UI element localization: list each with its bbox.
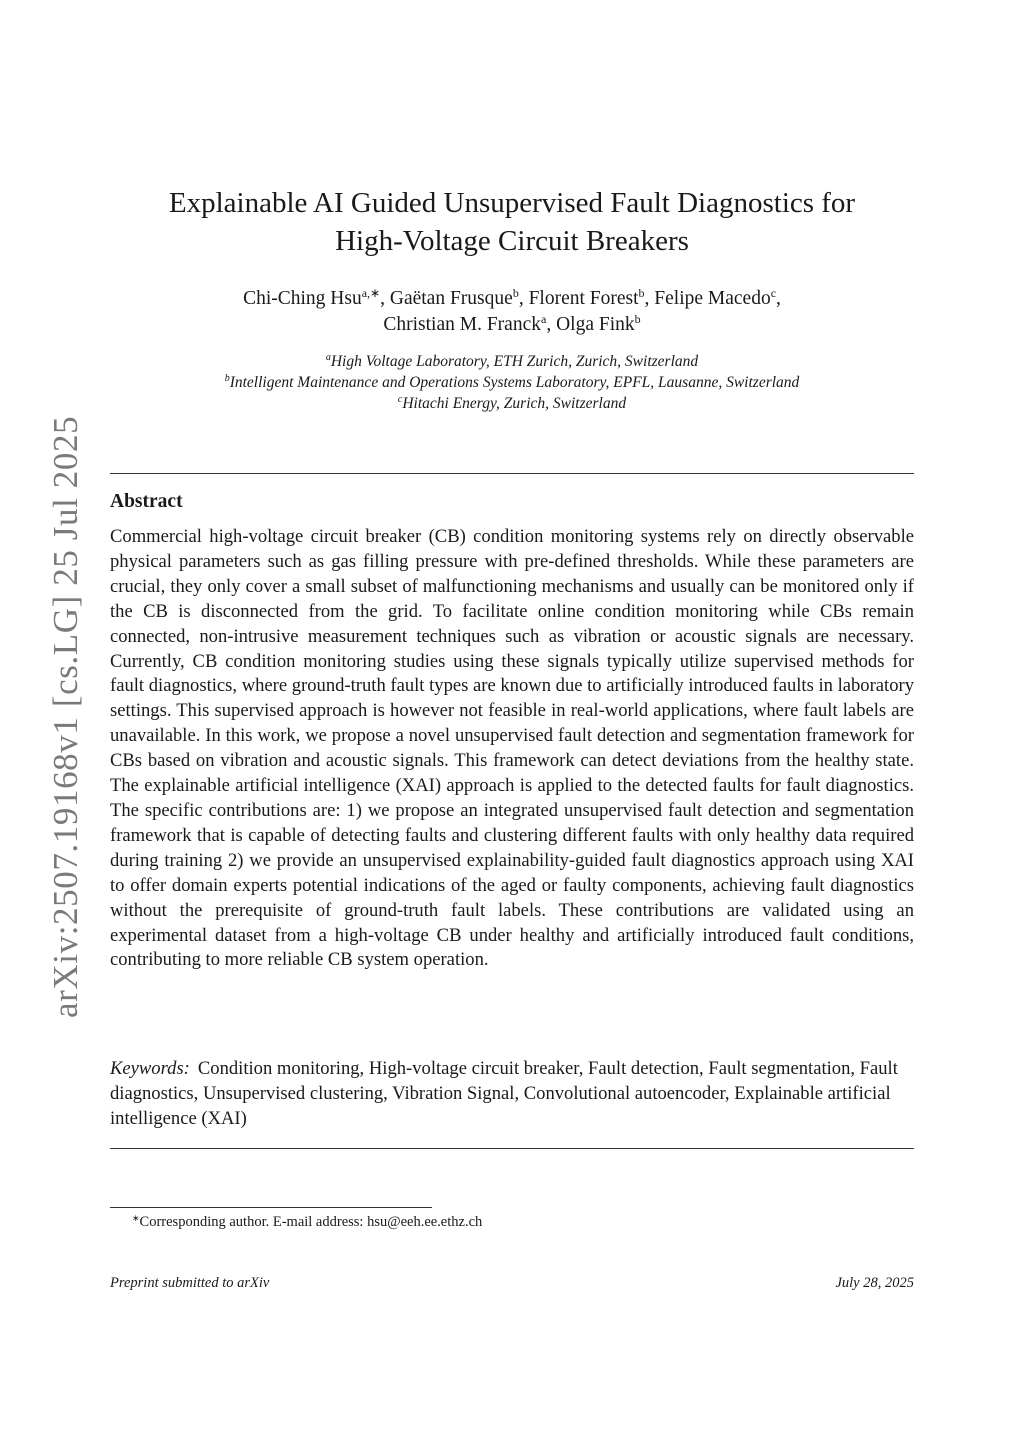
- footnote-text: Corresponding author. E-mail address: hsu@eeh.ee.ethz.ch: [139, 1214, 483, 1230]
- affil-text: Intelligent Maintenance and Operations Systems Laboratory, EPFL, Lausanne, Switzerland: [229, 374, 800, 391]
- author-affil-mark: b: [512, 286, 519, 300]
- author-affil-mark: a: [540, 312, 547, 326]
- footer-date: July 28, 2025: [835, 1275, 914, 1291]
- affil-mark: c: [397, 394, 403, 405]
- keywords-text: Condition monitoring, High-voltage circuit breaker, Fault detection, Fault segmentation, Fault diagnostics, Unsupervised clustering, Vibration Signal, Convolutional autoencoder, Explainable artificial intelligence (XAI): [110, 1058, 898, 1129]
- bottom-divider: [110, 1148, 914, 1149]
- author-separator: ,: [776, 288, 781, 309]
- title-line-1: Explainable AI Guided Unsupervised Fault Diagnostics for: [168, 187, 856, 219]
- affiliation-a: [0, 351, 1024, 372]
- footnote-divider: [110, 1207, 432, 1208]
- author-name: Olga Fink: [556, 314, 635, 335]
- author-line-1: [0, 286, 1024, 312]
- author-name: Christian M. Franck: [383, 314, 541, 335]
- affil-text: Hitachi Energy, Zurich, Switzerland: [402, 395, 627, 412]
- affiliation-list: [0, 351, 1024, 414]
- author-separator: ,: [546, 314, 557, 335]
- author-name: Felipe Macedo: [654, 288, 771, 309]
- author-separator: ,: [644, 288, 655, 309]
- author-affil-mark: b: [634, 312, 641, 326]
- author-affil-mark: a,∗: [361, 286, 381, 300]
- affil-text: High Voltage Laboratory, ETH Zurich, Zurich, Switzerland: [330, 353, 699, 370]
- author-name: Chi-Ching Hsu: [243, 288, 362, 309]
- affiliation-c: [0, 393, 1024, 414]
- author-name: Gaëtan Frusque: [389, 288, 513, 309]
- title-line-2: High-Voltage Circuit Breakers: [335, 225, 689, 257]
- affil-mark: a: [325, 352, 331, 363]
- keywords: [110, 1057, 914, 1132]
- abstract-heading: Abstract: [110, 491, 183, 512]
- abstract-body: [110, 525, 914, 973]
- affiliation-b: [0, 372, 1024, 393]
- footnote: [110, 1212, 910, 1232]
- footnote-mark: ∗: [132, 1213, 140, 1223]
- keywords-label: Keywords:: [110, 1058, 190, 1079]
- author-affil-mark: c: [770, 286, 777, 300]
- abstract-text: Commercial high-voltage circuit breaker (CB) condition monitoring systems rely on directly observable physical parameters such as gas filling pressure with pre-defined thresholds. While these parameters are crucial, they only cover a small subset of malfunctioning mechanisms and usually can be monitored only if the CB is disconnected from the grid. To facilitate online condition monitoring while CBs remain connected, non-intrusive measurement techniques such as vibration or acoustic signals are necessary. Currently, CB condition monitoring studies using these signals typically utilize supervised methods for fault diagnostics, where ground-truth fault types are known due to artificially introduced faults in laboratory settings. This supervised approach is however not feasible in real-world applications, where fault labels are unavailable. In this work, we propose a novel unsupervised fault detection and segmentation framework for CBs based on vibration and acoustic signals. This framework can detect deviations from the healthy state. The explainable artificial intelligence (XAI) approach is applied to the detected faults for fault diagnostics. The specific contributions are: 1) we propose an integrated unsupervised fault detection and segmentation framework that is capable of detecting faults and clustering different faults with only healthy data required during training 2) we provide an unsupervised explainability-guided fault diagnostics approach using XAI to offer domain experts potential indications of the aged or faulty components, achieving fault diagnostics without the prerequisite of ground-truth fault labels. These contributions are validated using an experimental dataset from a high-voltage CB under healthy and artificially introduced fault conditions, contributing to more reliable CB system operation.: [110, 526, 914, 971]
- author-affil-mark: b: [638, 286, 645, 300]
- author-separator: ,: [518, 288, 529, 309]
- author-line-2: [0, 312, 1024, 338]
- paper-title: [0, 184, 1024, 260]
- top-divider: [110, 473, 914, 474]
- affil-mark: b: [224, 373, 230, 384]
- author-separator: ,: [380, 288, 390, 309]
- author-list: [0, 286, 1024, 338]
- arxiv-identifier: arXiv:2507.19168v1 [cs.LG] 25 Jul 2025: [46, 415, 85, 1018]
- author-name: Florent Forest: [528, 288, 639, 309]
- preprint-note: Preprint submitted to arXiv: [110, 1275, 270, 1291]
